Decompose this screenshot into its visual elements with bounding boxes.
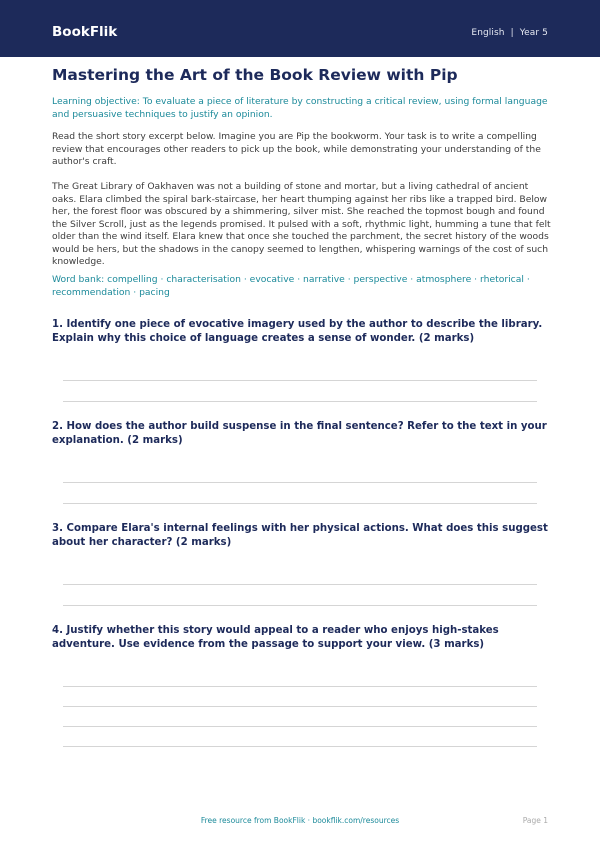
year-label: Year 5 xyxy=(519,28,548,38)
learning-objective: Learning objective: To evaluate a piece of literature by constructing a critical review, using formal language and persuasive techniques to justify an opinion. xyxy=(52,96,548,120)
instructions-text: Read the short story excerpt below. Imagine you are Pip the bookworm. Your task is to write a compelling review that encourages other readers to pick up the book, while demonstrating your understanding of the author's craft. xyxy=(52,131,541,167)
subject-label: English xyxy=(471,28,505,38)
story-excerpt: The Great Library of Oakhaven was not a building of stone and mortar, but a living cathedral of ancient oaks. Elara climbed the spiral bark-staircase, her heart thumping against her ribs like a trapped bird. Below her, the forest floor was obscured by a shimmering, silver mist. She reached the topmost bough and found the Silver Scroll, just as the legends promised. It pulsed with a soft, rhythmic light, humming a tune that felt older than the wind itself. Elara knew that once she touched the parchment, the secret history of the woods would be hers, but the shadows in the canopy seemed to lengthen, whispering warnings of the cost of such knowledge. xyxy=(52,181,551,267)
answer-line[interactable] xyxy=(63,482,537,483)
meta-separator: | xyxy=(510,28,514,38)
answer-line[interactable] xyxy=(63,503,537,504)
footer-text[interactable]: Free resource from BookFlik · bookflik.com/resources xyxy=(200,816,400,825)
brand-logo: BookFlik xyxy=(52,24,118,40)
answer-line[interactable] xyxy=(63,746,537,747)
subject-year xyxy=(471,28,548,38)
answer-line[interactable] xyxy=(63,686,537,687)
answer-line[interactable] xyxy=(63,706,537,707)
answer-line[interactable] xyxy=(63,401,537,402)
word-bank: Word bank: compelling · characterisation · evocative · narrative · perspective · atmosphere · rhetorical · recommendation · pacing xyxy=(52,274,530,298)
question-2: 2. How does the author build suspense in the final sentence? Refer to the text in your explanation. (2 marks) xyxy=(52,421,547,446)
page-number: Page 1 xyxy=(522,816,548,825)
question-1: 1. Identify one piece of evocative imagery used by the author to describe the library. Explain why this choice of language creates a sense of wonder. (2 marks) xyxy=(52,319,543,344)
answer-line[interactable] xyxy=(63,380,537,381)
page-title: Mastering the Art of the Book Review with Pip xyxy=(52,66,458,84)
question-4: 4. Justify whether this story would appeal to a reader who enjoys high-stakes adventure. Use evidence from the passage to support your view. (3 marks) xyxy=(52,625,499,650)
answer-line[interactable] xyxy=(63,584,537,585)
answer-line[interactable] xyxy=(63,726,537,727)
header-bar xyxy=(0,0,600,57)
question-3: 3. Compare Elara's internal feelings with her physical actions. What does this suggest about her character? (2 marks) xyxy=(52,523,548,548)
answer-line[interactable] xyxy=(63,605,537,606)
